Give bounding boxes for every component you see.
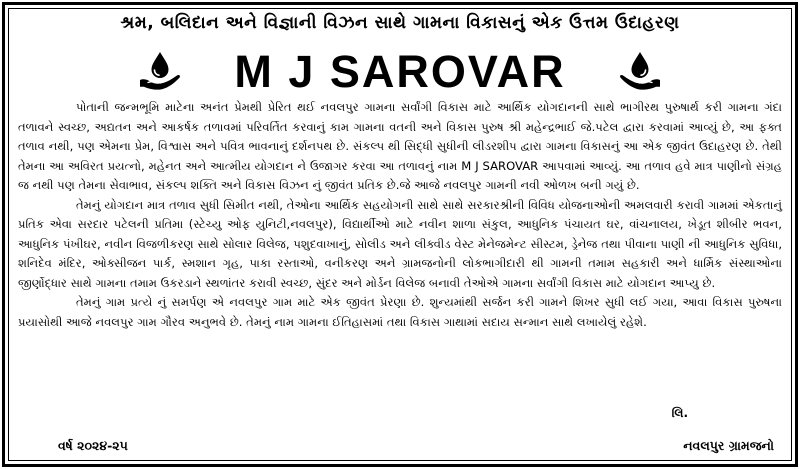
footer-year: વર્ષ ૨૦૨૪-૨૫ [58, 438, 128, 453]
brand-title: M J SAROVAR [234, 45, 566, 97]
paragraph-contributions: તેમનું યોગદાન માત્ર તળાવ સુધી સિમીત નથી, તેઓના આર્થિક સહયોગની સાથે સાથે સરકારશ્રીની વિવિધ યોજનાઓની અમલવારી કરાવી ગામમાં એકતાનું પ્રતિક એવા સરદાર પટેલની પ્રતિમા (સ્ટેચ્યુ ઓફ યુનિટી,નવલપુર), વિદ્યાર્થીઓ માટે નવીન શાળા સંકુલ, આધુનિક પંચાયત ઘર, વાંચનાલય, ખેડૂત શીબીર ભવન, આધુનિક પંખીઘર, નવીન વિજળીકરણ સાથે સોલાર વિલેજ, પશુદવાખાનું, સોલીડ અને લીક્વીડ વેસ્ટ મેનેજમેન્ટ સીસ્ટમ, ડ્રેનેજ તથા પીવાના પાણી ની આધુનિક સુવિધા, શનિદેવ મંદિર, ઓક્સીજન પાર્ક, સ્મશાન ગૃહ, પાકા રસ્તાઓ, વનીકરણ અને ગ્રામજનોની લોકભાગીદારી થી ગામની તમામ સહકારી અને ધાર્મિક સંસ્થાઓના જીર્ણોદ્ધાર સાથે ગામના તમામ ઉકરડાને સ્થળાંતર કરાવી સ્વચ્છ, સુંદર અને મોર્ડન વિલેજ બનાવી તેઓએ ગામના સર્વાંગી વિકાસ માટે યોગદાન આપ્યુ છે. [18, 197, 782, 290]
signoff-li: લિ. [671, 406, 688, 420]
hand-holding-water-drop-icon [618, 49, 662, 93]
paragraph-inspiration: તેમનું ગામ પ્રત્યે નું સમર્પણ એ નવલપુર ગામ માટે એક જીવંત પ્રેરણા છે. શુન્યમાંથી સર્જન કરી ગામને શિખર સુધી લઈ ગયા, આવા વિકાસ પુરુષના પ્રયાસોથી આજે નવલપુર ગામ ગૌરવ અનુભવે છે. તેમનું નામ ગામના ઈતિહાસમાં તથા વિકાસ ગાથામાં સદાય સન્માન સાથે લખાયેલું રહેશે. [18, 295, 782, 329]
hand-holding-water-drop-icon [138, 49, 182, 93]
brand-banner [0, 45, 800, 97]
paragraph-dedication: પોતાની જન્મભૂમિ માટેના અનંત પ્રેમથી પ્રેરિત થઈ નવલપુર ગામના સર્વાંગી વિકાસ માટે આર્થિક યોગદાનની સાથે ભાગીરથ પુરુષાર્થ કરી ગામના ગંદા તળાવને સ્વચ્છ, અદ્યતન અને આકર્ષક તળાવમાં પરિવર્તિત કરવાનું કામ ગામના વતની અને વિકાસ પુરુષ શ્રી મહેન્દ્રભાઈ જે.પટેલ દ્વારા કરવામાં આવ્યું છે, આ ફક્ત તળાવ નથી, પણ એમના પ્રેમ, વિશ્વાસ અને પવિત્ર ભાવનાનું દર્શનપથ છે. સંકલ્પ થી સિદ્ધી સુધીની લીડરશીપ દ્વારા ગામના વિકાસનું આ એક જીવંત ઉદાહરણ છે. તેથી તેમના આ અવિરત પ્રયત્નો, મહેનત અને આત્મીય યોગદાન ને ઉજાગર કરવા આ તળાવનું નામ M J SAROVAR આપવામાં આવ્યું. આ તળાવ હવે માત્ર પાણીનો સંગ્રહ જ નથી પણ તેમના સેવાભાવ, સંકલ્પ શક્તિ અને વિકાસ વિઝન નું જીવંત પ્રતિક છે.જે આજે નવલપુર ગામની નવી ઓળખ બની ગયું છે. [18, 100, 782, 192]
footer-signature: નવલપુર ગ્રામજનો [683, 438, 774, 453]
body-text [18, 98, 782, 332]
headline: શ્રમ, બલિદાન અને વિજ્ઞાની વિઝન સાથે ગામના વિકાસનું એક ઉત્તમ ઉદાહરણ [120, 13, 680, 33]
